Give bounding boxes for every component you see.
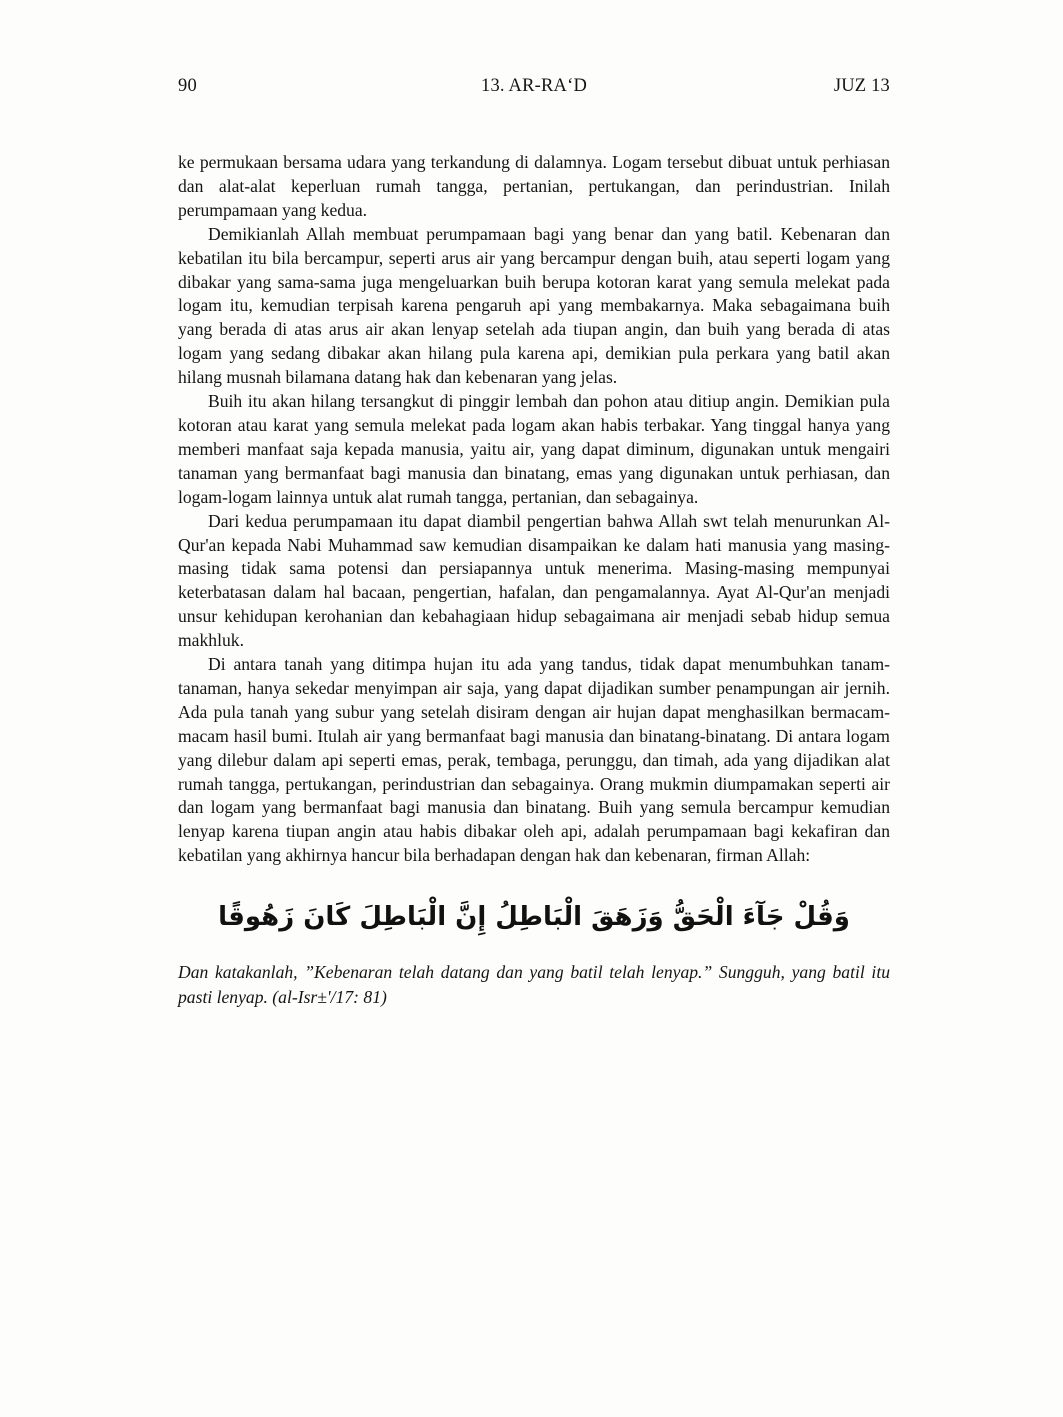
chapter-title: 13. AR-RA‘D (480, 76, 588, 96)
paragraph: Demikianlah Allah membuat perumpamaan bagi yang benar dan yang batil. Kebenaran dan kebatilan itu bila bercampur, seperti arus air yang bercampur dengan buih, atau seperti logam yang dibakar yang sama-sama juga mengeluarkan buih berupa kotoran karat yang semula melekat pada logam itu, kemudian terpisah karena pengaruh api yang membakarnya. Maka sebagaimana buih yang berada di atas arus air akan lenyap setelah ada tiupan angin, dan buih yang berada di atas logam yang sedang dibakar akan hilang pula karena api, demikian pula perkara yang batil akan hilang musnah bilamana datang hak dan kebenaran yang jelas. (178, 223, 890, 388)
arabic-verse: وَقُلْ جَآءَ الْحَقُّ وَزَهَقَ الْبَاطِلُ إِنَّ الْبَاطِلَ كَانَ زَهُوقًا (218, 902, 850, 933)
paragraph-continuation: ke permukaan bersama udara yang terkandung di dalamnya. Logam tersebut dibuat untuk perhiasan dan alat-alat keperluan rumah tangga, pertanian, pertukangan, dan perindustrian. Inilah perumpamaan yang kedua. (178, 152, 890, 220)
juz-label: JUZ 13 (833, 76, 890, 96)
paragraph: Buih itu akan hilang tersangkut di pinggir lembah dan pohon atau ditiup angin. Demikian pula kotoran atau karat yang semula melekat pada logam akan habis terbakar. Yang tinggal hanya yang memberi manfaat saja kepada manusia, yaitu air, yang dapat diminum, digunakan untuk mengairi tanaman yang bermanfaat bagi manusia dan binatang, emas yang digunakan untuk perhiasan, dan logam-logam lainnya untuk alat rumah tangga, pertanian, dan sebagainya. (178, 391, 890, 507)
verse-translation: Dan katakanlah, ”Kebenaran telah datang dan yang batil telah lenyap.” Sungguh, yang batil itu pasti lenyap. (al-Isr±'/17: 81) (178, 962, 890, 1007)
page-content (178, 76, 890, 1009)
page-number: 90 (178, 76, 197, 96)
running-header (178, 76, 890, 97)
paragraph: Di antara tanah yang ditimpa hujan itu ada yang tandus, tidak dapat menumbuhkan tanam-tanaman, hanya sekedar menyimpan air saja, yang dapat dijadikan sumber penampungan air jernih. Ada pula tanah yang subur yang setelah disiram dengan air hujan dapat menghasilkan bermacam-macam hasil bumi. Itulah air yang bermanfaat bagi manusia dan binatang-binatang. Di antara logam yang dilebur dalam api seperti emas, perak, tembaga, perunggu, dan timah, ada yang dijadikan alat rumah tangga, pertukangan, perindustrian dan sebagainya. Orang mukmin diumpamakan seperti air dan logam yang bermanfaat bagi manusia dan binatang. Buih yang semula bercampur kemudian lenyap karena tiupan angin atau habis dibakar oleh api, adalah perumpamaan bagi kekafiran dan kebatilan yang akhirnya hancur bila berhadapan dengan hak dan kebenaran, firman Allah: (178, 654, 890, 866)
paragraph: Dari kedua perumpamaan itu dapat diambil pengertian bahwa Allah swt telah menurunkan Al-Qur'an kepada Nabi Muhammad saw kemudian disampaikan ke dalam hati manusia yang masing-masing tidak sama potensi dan persiapannya untuk menerima. Masing-masing mempunyai keterbatasan dalam hal bacaan, pengertian, hafalan, dan pengamalannya. Ayat Al-Qur'an menjadi unsur kehidupan kerohanian dan kebahagiaan hidup sebagaimana air menjadi sebab hidup semua makhluk. (178, 510, 890, 651)
body-text (178, 151, 890, 868)
